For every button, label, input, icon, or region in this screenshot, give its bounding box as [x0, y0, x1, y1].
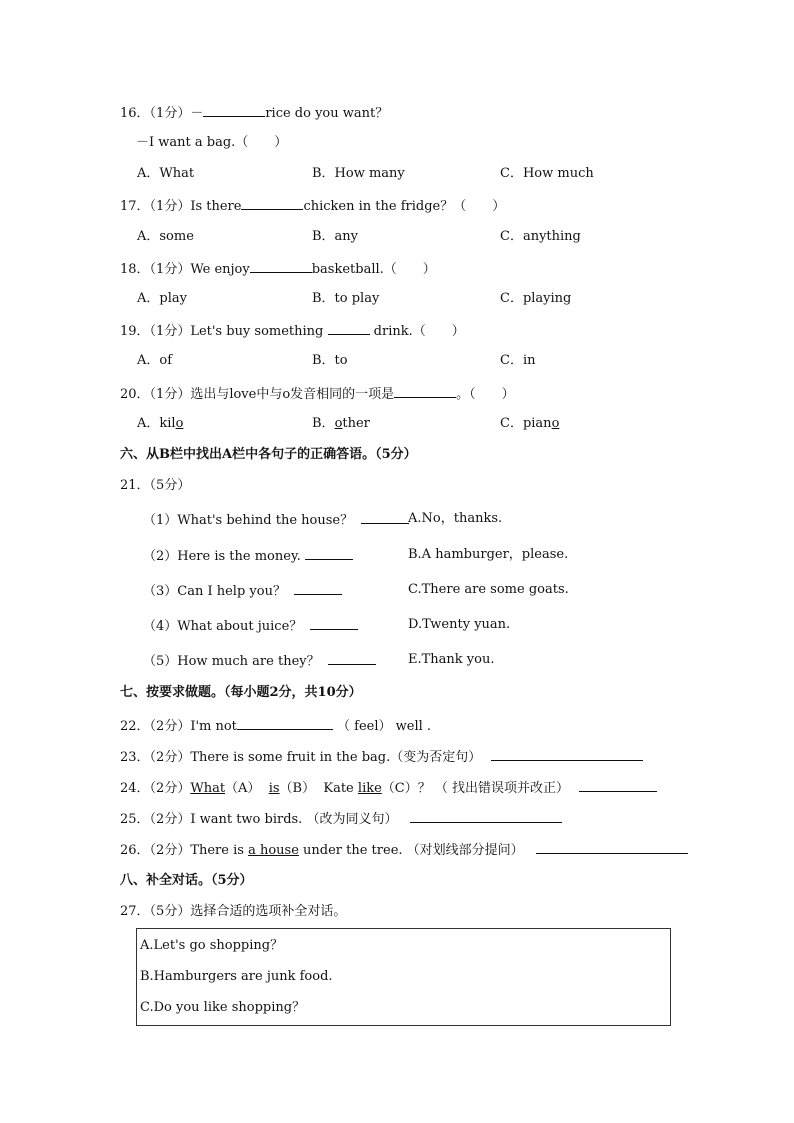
question-19: 19．（1分）Let's buy something drink.（ ） — [120, 321, 465, 341]
question-22: 22．（2分）I'm not （ feel） well . — [120, 716, 431, 736]
answer-blank[interactable] — [536, 840, 688, 854]
answer-blank[interactable] — [241, 196, 303, 210]
option-b[interactable]: B．to play — [312, 291, 380, 306]
options-box — [136, 928, 671, 1026]
match-question-5: （5）How much are they？ — [143, 651, 376, 671]
answer-blank[interactable] — [491, 747, 643, 761]
section-8-heading: 八、补全对话。（5分） — [120, 873, 253, 888]
option-c[interactable]: C．piano — [500, 416, 560, 431]
answer-blank[interactable] — [203, 103, 265, 117]
option-c[interactable]: C．anything — [500, 229, 581, 244]
question-23: 23．（2分）There is some fruit in the bag.（变为否定句） — [120, 747, 643, 767]
option-a[interactable]: A．kilo — [137, 416, 184, 431]
option-c[interactable]: C．in — [500, 353, 536, 368]
match-question-4: （4）What about juice？ — [143, 616, 358, 636]
question-16: 16．（1分）－ rice do you want？ — [120, 103, 388, 123]
option-b[interactable]: B．other — [312, 416, 370, 431]
option-b[interactable]: B．any — [312, 229, 359, 244]
question-21: 21．（5分） — [120, 478, 191, 493]
match-answer-c: C.There are some goats. — [408, 582, 569, 597]
dialogue-option-b: B.Hamburgers are junk food. — [140, 969, 333, 984]
option-a[interactable]: A．some — [137, 229, 194, 244]
question-24: 24．（2分）What（A） is（B） Kate like（C）？ （ 找出错误项并改正） — [120, 778, 657, 798]
option-c[interactable]: C．playing — [500, 291, 572, 306]
match-answer-a: A.No，thanks. — [408, 511, 503, 526]
option-a[interactable]: A．play — [137, 291, 187, 306]
match-question-3: （3）Can I help you？ — [143, 581, 342, 601]
answer-blank[interactable] — [328, 651, 376, 665]
section-6-heading: 六、从B栏中找出A栏中各句子的正确答语。（5分） — [120, 447, 417, 462]
answer-blank[interactable] — [250, 259, 312, 273]
answer-blank[interactable] — [579, 778, 657, 792]
question-27: 27．（5分）选择合适的选项补全对话。 — [120, 904, 347, 919]
answer-blank[interactable] — [305, 546, 353, 560]
answer-blank[interactable] — [328, 321, 370, 335]
answer-blank[interactable] — [310, 616, 358, 630]
option-a[interactable]: A．What — [137, 166, 195, 181]
match-answer-d: D.Twenty yuan. — [408, 617, 511, 632]
question-25: 25．（2分）I want two birds. （改为同义句） — [120, 809, 562, 829]
option-a[interactable]: A．of — [137, 353, 173, 368]
match-question-2: （2）Here is the money. — [143, 546, 353, 566]
question-16-reply: －I want a bag.（ ） — [136, 135, 288, 150]
question-18: 18．（1分）We enjoy basketball.（ ） — [120, 259, 436, 279]
option-c[interactable]: C．How much — [500, 166, 594, 181]
match-answer-e: E.Thank you. — [408, 652, 495, 667]
match-question-1: （1）What's behind the house？ — [143, 510, 409, 530]
dialogue-option-a: A.Let's go shopping？ — [140, 938, 284, 953]
section-7-heading: 七、按要求做题。（每小题2分，共10分） — [120, 685, 362, 700]
question-26: 26．（2分）There is a house under the tree. （对划线部分提问） — [120, 840, 688, 860]
option-b[interactable]: B．How many — [312, 166, 405, 181]
answer-blank[interactable] — [294, 581, 342, 595]
dialogue-option-c: C.Do you like shopping？ — [140, 1000, 306, 1015]
question-17: 17．（1分）Is there chicken in the fridge？（ ） — [120, 196, 505, 216]
answer-blank[interactable] — [361, 510, 409, 524]
answer-blank[interactable] — [394, 384, 456, 398]
option-b[interactable]: B．to — [312, 353, 348, 368]
match-answer-b: B.A hamburger，please. — [408, 547, 569, 562]
question-20: 20．（1分）选出与love中与o发音相同的一项是 。（ ） — [120, 384, 515, 404]
answer-blank[interactable] — [237, 716, 333, 730]
answer-blank[interactable] — [410, 809, 562, 823]
